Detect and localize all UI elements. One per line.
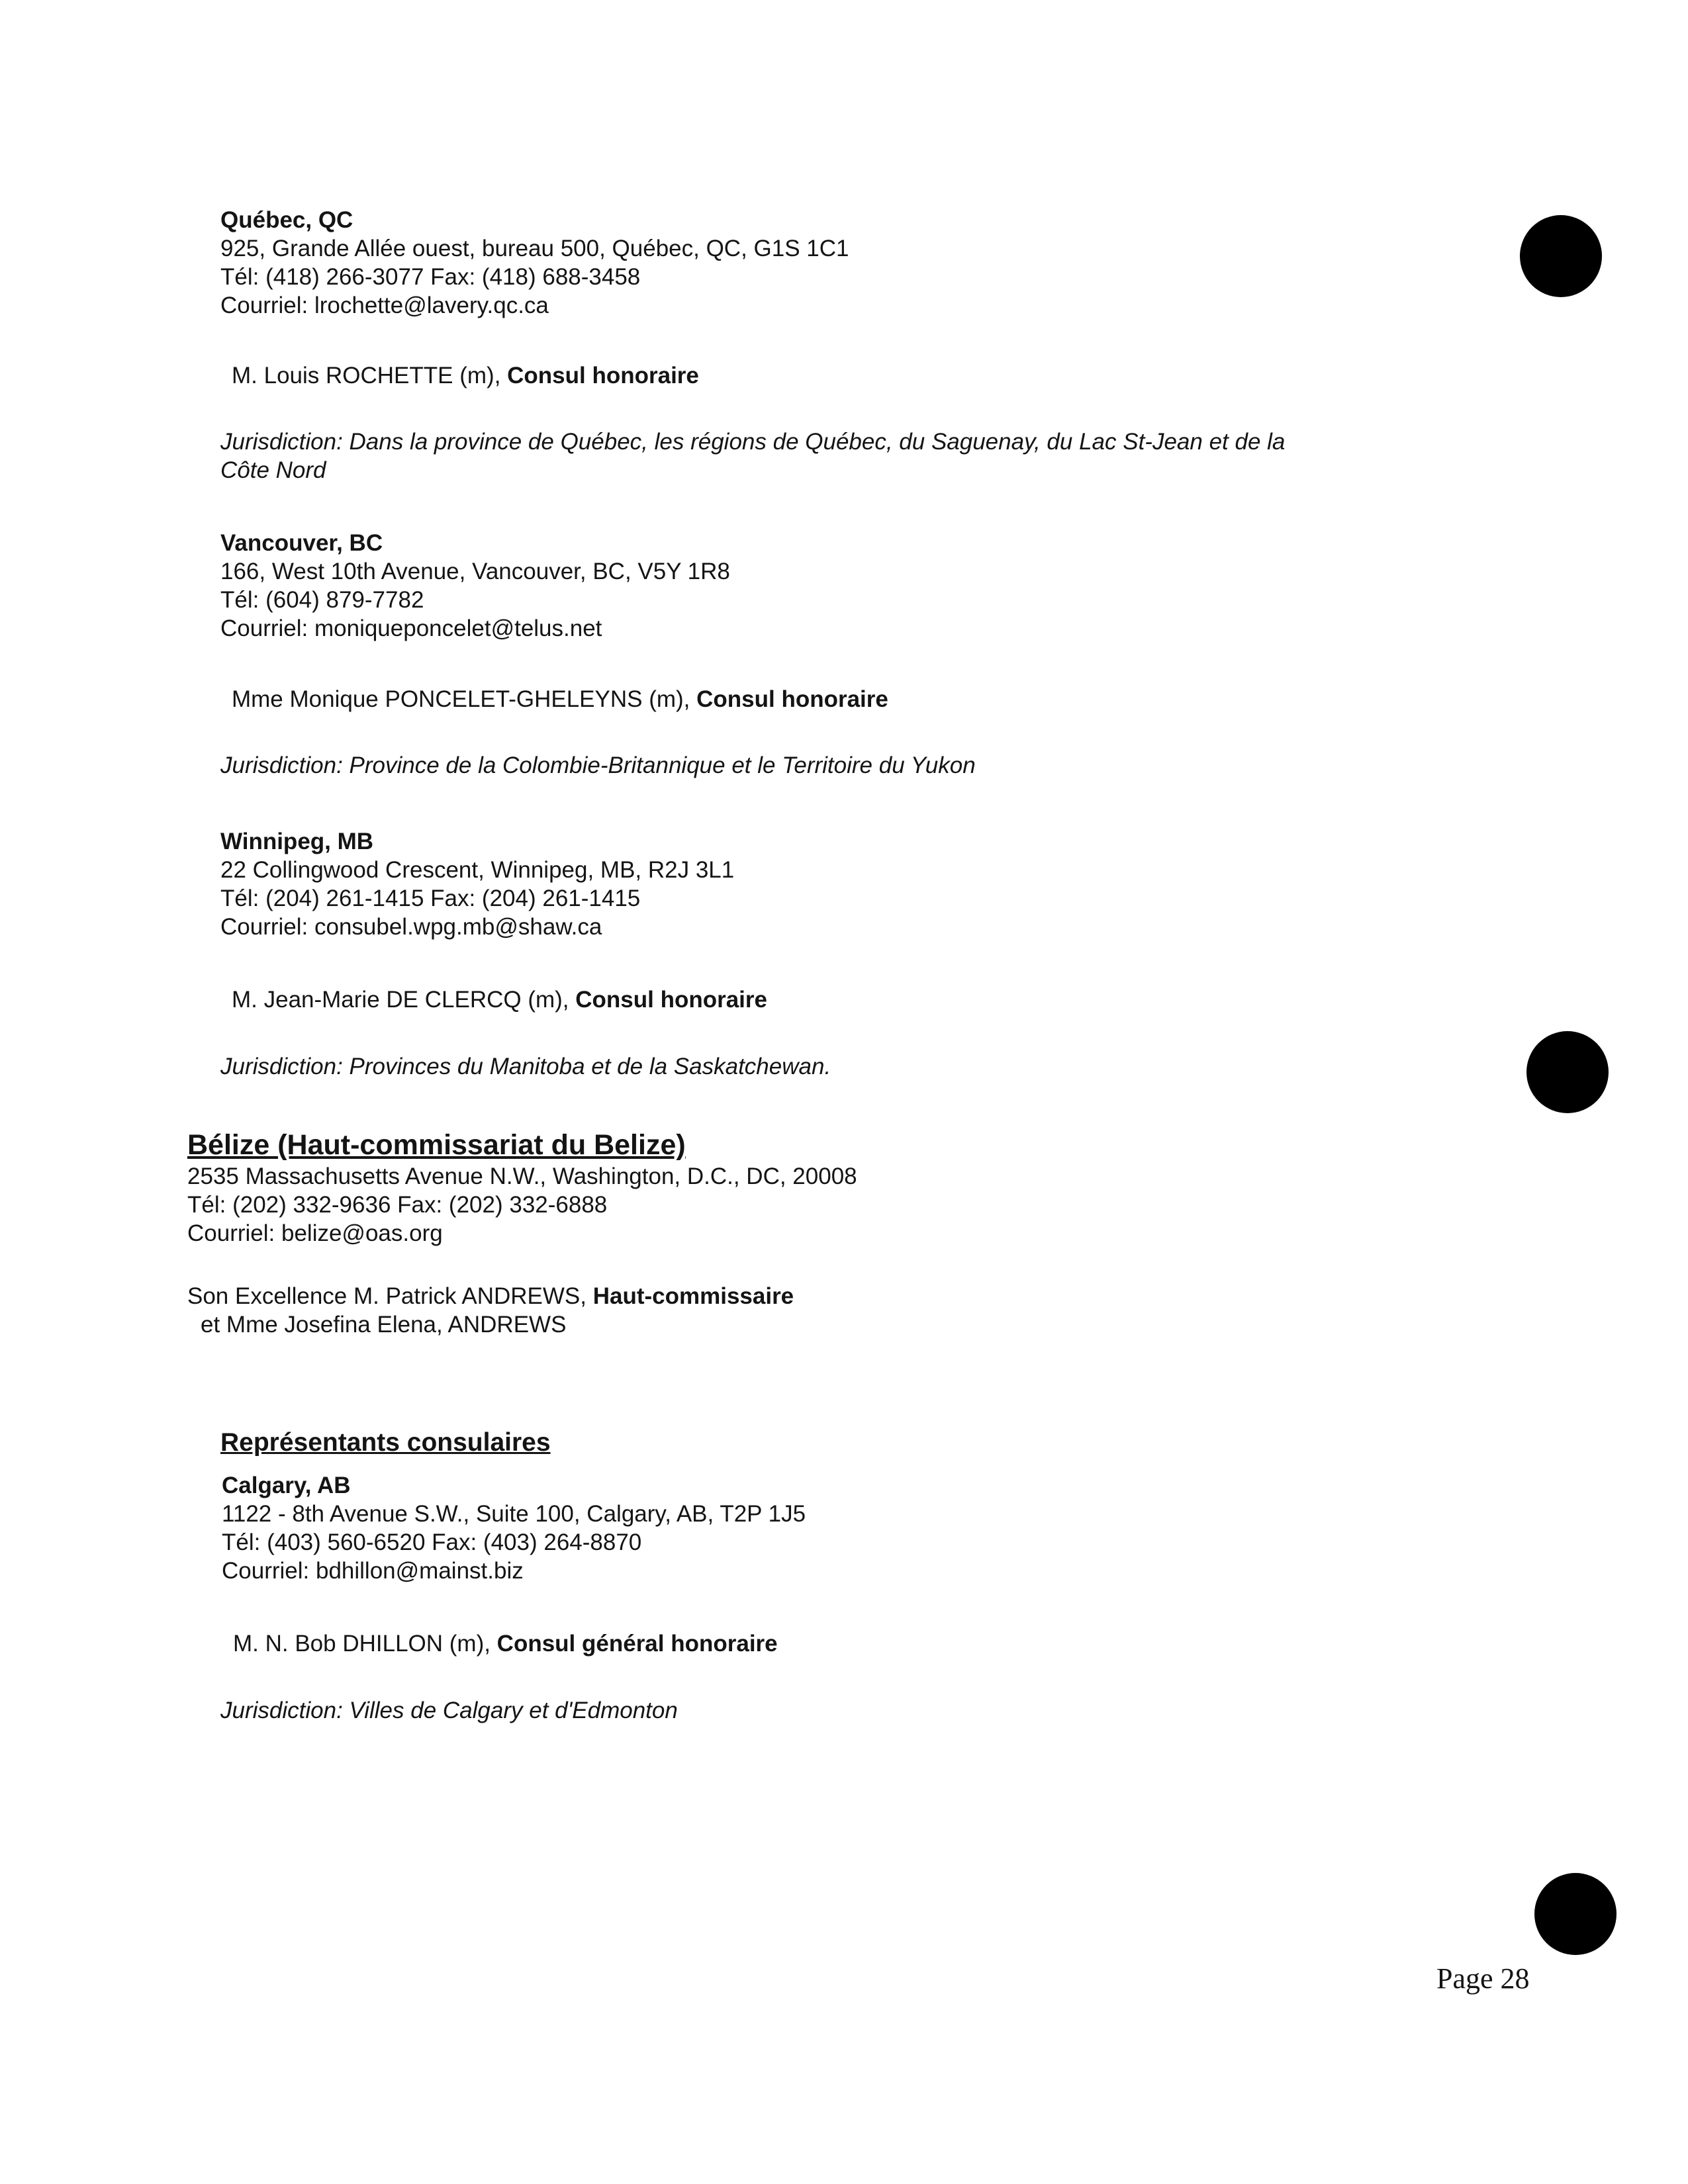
address-line: 1122 - 8th Avenue S.W., Suite 100, Calgary, AB, T2P 1J5 (222, 1501, 806, 1527)
email-line: Courriel: lrochette@lavery.qc.ca (220, 293, 549, 318)
email-line: Courriel: moniqueponcelet@telus.net (220, 615, 602, 641)
city-name: Vancouver, BC (220, 530, 383, 556)
consul-quebec (232, 361, 699, 390)
jurisdiction-quebec (220, 428, 1285, 484)
punch-hole-bottom (1534, 1873, 1617, 1955)
consul-name: M. Louis ROCHETTE (m), (232, 363, 508, 388)
jurisdiction-line: Jurisdiction: Dans la province de Québec, les régions de Québec, du Saguenay, du Lac St-Jean et de la (220, 429, 1286, 455)
address-line: 925, Grande Allée ouest, bureau 500, Québec, QC, G1S 1C1 (220, 236, 849, 261)
email-line: Courriel: consubel.wpg.mb@shaw.ca (220, 914, 602, 940)
consul-title: Consul honoraire (507, 363, 699, 388)
consul-vancouver (232, 685, 888, 713)
jurisdiction-line: Côte Nord (220, 457, 326, 483)
country-contact (187, 1162, 857, 1248)
entry-calgary (222, 1471, 806, 1585)
punch-hole-middle (1526, 1031, 1609, 1113)
high-commissioner (187, 1282, 794, 1339)
phone-line: Tél: (204) 261-1415 Fax: (204) 261-1415 (220, 886, 641, 911)
phone-line: Tél: (604) 879-7782 (220, 587, 424, 613)
head-name: Son Excellence M. Patrick ANDREWS, (187, 1283, 593, 1309)
consul-calgary (233, 1629, 778, 1658)
jurisdiction-calgary: Jurisdiction: Villes de Calgary et d'Edmonton (220, 1698, 678, 1723)
consul-name: M. N. Bob DHILLON (m), (233, 1631, 497, 1657)
city-name: Québec, QC (220, 207, 353, 233)
head-title: Haut-commissaire (592, 1283, 794, 1309)
jurisdiction-line: Jurisdiction: Provinces du Manitoba et de la Saskatchewan. (220, 1054, 831, 1079)
entry-vancouver (220, 529, 730, 643)
consul-winnipeg (232, 985, 767, 1014)
address-line: 22 Collingwood Crescent, Winnipeg, MB, R2J 3L1 (220, 857, 735, 883)
jurisdiction-winnipeg (220, 1052, 831, 1081)
page-number: Page 28 (1436, 1962, 1530, 1995)
jurisdiction-line: Jurisdiction: Province de la Colombie-Britannique et le Territoire du Yukon (220, 752, 976, 778)
consul-title: Consul général honoraire (496, 1631, 778, 1657)
entry-winnipeg (220, 827, 734, 941)
city-name: Calgary, AB (222, 1473, 351, 1498)
spouse-line: et Mme Josefina Elena, ANDREWS (201, 1312, 567, 1338)
address-line: 166, West 10th Avenue, Vancouver, BC, V5Y 1R8 (220, 559, 730, 584)
punch-hole-top (1520, 215, 1602, 297)
phone-line: Tél: (403) 560-6520 Fax: (403) 264-8870 (222, 1529, 642, 1555)
consul-name: M. Jean-Marie DE CLERCQ (m), (232, 987, 576, 1013)
consul-title: Consul honoraire (696, 686, 888, 712)
country-heading: Bélize (Haut-commissariat du Belize) (187, 1129, 686, 1161)
consular-heading: Représentants consulaires (220, 1428, 551, 1457)
email-line: Courriel: bdhillon@mainst.biz (222, 1558, 524, 1584)
city-name: Winnipeg, MB (220, 829, 374, 854)
phone-line: Tél: (202) 332-9636 Fax: (202) 332-6888 (187, 1192, 608, 1218)
jurisdiction-vancouver (220, 751, 976, 780)
consul-name: Mme Monique PONCELET-GHELEYNS (m), (232, 686, 697, 712)
phone-line: Tél: (418) 266-3077 Fax: (418) 688-3458 (220, 264, 641, 290)
consul-title: Consul honoraire (575, 987, 767, 1013)
address-line: 2535 Massachusetts Avenue N.W., Washington, D.C., DC, 20008 (187, 1163, 857, 1189)
entry-quebec (220, 206, 849, 320)
email-line: Courriel: belize@oas.org (187, 1220, 443, 1246)
